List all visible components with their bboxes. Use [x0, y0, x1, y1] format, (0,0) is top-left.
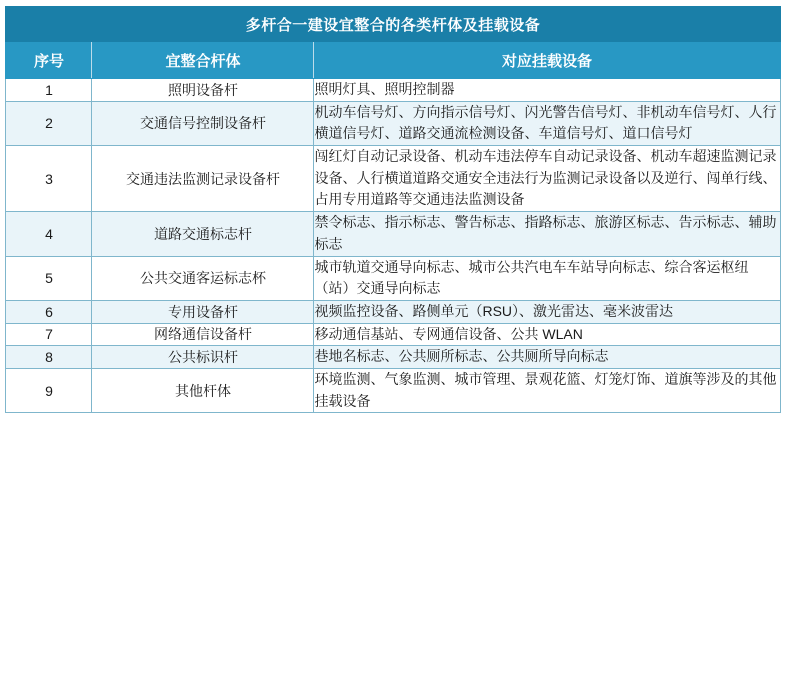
table-row: [6, 146, 780, 212]
table-row: [6, 256, 780, 300]
row-index: 9: [6, 368, 92, 412]
row-pole-name: 公共交通客运标志杯: [92, 256, 314, 300]
table-row: [6, 323, 780, 346]
row-pole-name: 照明设备杆: [92, 79, 314, 102]
row-equipment: 城市轨道交通导向标志、城市公共汽电车车站导向标志、综合客运枢纽（站）交通导向标志: [314, 256, 780, 300]
table-title-row: [6, 7, 780, 42]
row-equipment: 环境监测、气象监测、城市管理、景观花篮、灯笼灯饰、道旗等涉及的其他挂载设备: [314, 368, 780, 412]
row-equipment: 移动通信基站、专网通信设备、公共 WLAN: [314, 323, 780, 346]
row-index: 4: [6, 212, 92, 256]
table-row: [6, 212, 780, 256]
column-header-equipment: 对应挂载设备: [314, 42, 780, 79]
row-pole-name: 道路交通标志杆: [92, 212, 314, 256]
table-row: [6, 300, 780, 323]
row-pole-name: 专用设备杆: [92, 300, 314, 323]
row-index: 6: [6, 300, 92, 323]
row-pole-name: 公共标识杆: [92, 346, 314, 369]
table-row: [6, 346, 780, 369]
table-row: [6, 79, 780, 102]
row-index: 7: [6, 323, 92, 346]
row-index: 8: [6, 346, 92, 369]
row-pole-name: 交通违法监测记录设备杆: [92, 146, 314, 212]
row-equipment: 视频监控设备、路侧单元（RSU）、激光雷达、毫米波雷达: [314, 300, 780, 323]
row-index: 2: [6, 101, 92, 145]
row-equipment: 机动车信号灯、方向指示信号灯、闪光警告信号灯、非机动车信号灯、人行横道信号灯、道路交通流检测设备、车道信号灯、道口信号灯: [314, 101, 780, 145]
row-pole-name: 交通信号控制设备杆: [92, 101, 314, 145]
row-equipment: 照明灯具、照明控制器: [314, 79, 780, 102]
row-index: 5: [6, 256, 92, 300]
table-header-row: [6, 42, 780, 79]
row-index: 1: [6, 79, 92, 102]
column-header-index: 序号: [6, 42, 92, 79]
table-title: 多杆合一建设宜整合的各类杆体及挂载设备: [6, 7, 780, 42]
table-row: [6, 368, 780, 412]
row-pole-name: 其他杆体: [92, 368, 314, 412]
table-row: [6, 101, 780, 145]
column-header-pole: 宜整合杆体: [92, 42, 314, 79]
pole-integration-table: [5, 6, 780, 413]
row-equipment: 闯红灯自动记录设备、机动车违法停车自动记录设备、机动车超速监测记录设备、人行横道道路交通安全违法行为监测记录设备以及逆行、闯单行线、占用专用道路等交通违法监测设备: [314, 146, 780, 212]
row-index: 3: [6, 146, 92, 212]
row-pole-name: 网络通信设备杆: [92, 323, 314, 346]
row-equipment: 禁令标志、指示标志、警告标志、指路标志、旅游区标志、告示标志、辅助标志: [314, 212, 780, 256]
row-equipment: 巷地名标志、公共厕所标志、公共厕所导向标志: [314, 346, 780, 369]
